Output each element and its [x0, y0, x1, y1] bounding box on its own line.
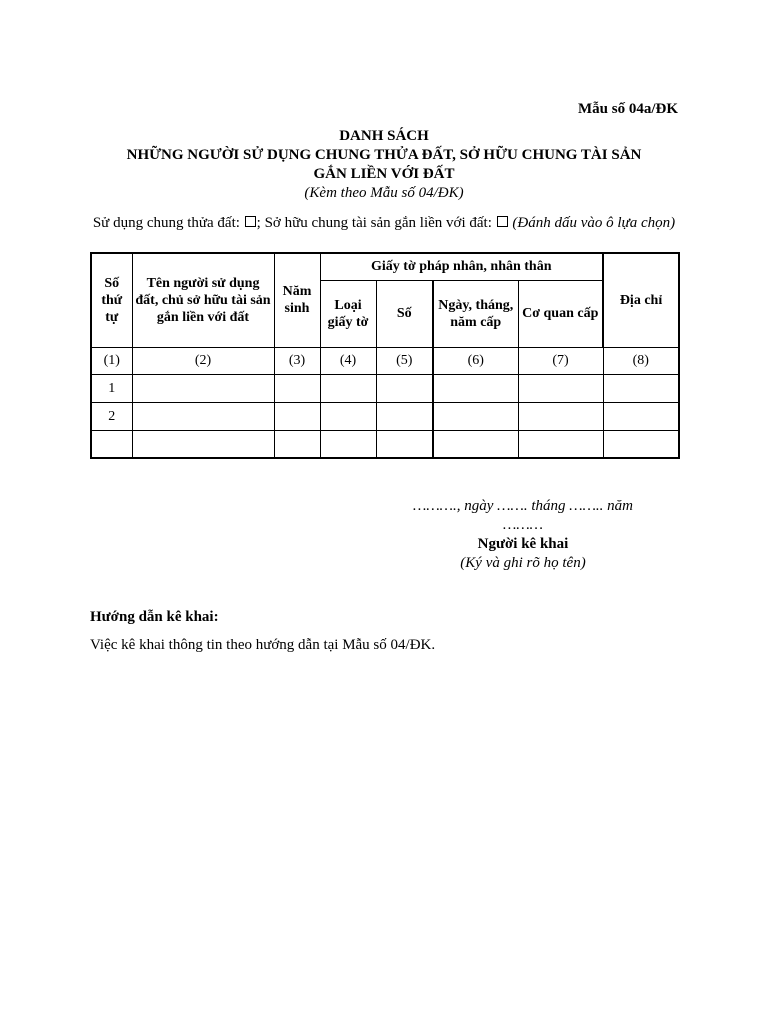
header-address: Địa chỉ — [603, 253, 679, 347]
shared-land-checkbox[interactable] — [245, 216, 256, 227]
document-title: DANH SÁCH — [339, 128, 429, 144]
date-line-year: ……… — [502, 517, 543, 533]
table-cell — [320, 402, 376, 430]
header-doc-type: Loại giấy tờ — [320, 280, 376, 347]
table-cell — [376, 430, 433, 458]
table-cell — [320, 374, 376, 402]
table-row — [91, 430, 679, 458]
header-legal-docs-group: Giấy tờ pháp nhân, nhân thân — [320, 253, 603, 280]
signer-label: Người kê khai — [477, 536, 569, 552]
table-cell — [518, 430, 603, 458]
header-doc-number: Số — [376, 280, 433, 347]
header-name: Tên người sử dụng đất, chủ sở hữu tài sản gắn liền với đất — [132, 253, 274, 347]
signature-block — [392, 497, 654, 573]
selection-note: (Đánh dấu vào ô lựa chọn) — [512, 215, 676, 231]
guide-title: Hướng dẫn kê khai: — [90, 609, 219, 625]
table-cell — [603, 402, 679, 430]
table-cell — [376, 374, 433, 402]
header-stt: Số thứ tự — [91, 253, 132, 347]
column-number: (3) — [274, 347, 320, 374]
date-line: ………., ngày ……. tháng …….. năm — [412, 498, 634, 514]
usage-selection-line — [90, 214, 678, 232]
column-number: (4) — [320, 347, 376, 374]
shared-land-label: Sử dụng chung thửa đất: — [92, 215, 240, 231]
header-issue-date: Ngày, tháng, năm cấp — [433, 280, 518, 347]
document-subtitle: (Kèm theo Mẫu số 04/ĐK) — [304, 185, 464, 201]
table-cell — [132, 374, 274, 402]
separator: ; — [256, 215, 261, 231]
table-cell: 1 — [91, 374, 132, 402]
table-cell — [433, 430, 518, 458]
table-cell — [274, 430, 320, 458]
column-number-row — [91, 347, 679, 374]
table-cell — [132, 402, 274, 430]
form-code: Mẫu số 04a/ĐK — [577, 101, 678, 117]
guide-text: Việc kê khai thông tin theo hướng dẫn tại Mẫu số 04/ĐK. — [90, 637, 436, 653]
column-number: (6) — [433, 347, 518, 374]
column-number: (2) — [132, 347, 274, 374]
table-cell — [433, 374, 518, 402]
table-cell — [518, 402, 603, 430]
table-cell — [132, 430, 274, 458]
table-row — [91, 402, 679, 430]
shared-asset-checkbox[interactable] — [497, 216, 508, 227]
column-number: (5) — [376, 347, 433, 374]
document-title-line2: NHỮNG NGƯỜI SỬ DỤNG CHUNG THỬA ĐẤT, SỞ HỮU CHUNG TÀI SẢN — [126, 147, 642, 163]
table-cell — [320, 430, 376, 458]
column-number: (7) — [518, 347, 603, 374]
header-birth-year: Năm sinh — [274, 253, 320, 347]
table-cell — [603, 374, 679, 402]
table-cell — [603, 430, 679, 458]
title-block — [90, 127, 678, 203]
co-owner-table — [90, 252, 680, 459]
table-cell — [433, 402, 518, 430]
column-number: (1) — [91, 347, 132, 374]
document-title-line3: GẮN LIỀN VỚI ĐẤT — [313, 166, 455, 182]
table-cell — [274, 402, 320, 430]
column-number: (8) — [603, 347, 679, 374]
shared-asset-label: Sở hữu chung tài sản gắn liền với đất: — [264, 215, 492, 231]
table-cell — [518, 374, 603, 402]
table-row — [91, 374, 679, 402]
header-issuer: Cơ quan cấp — [518, 280, 603, 347]
signature-note: (Ký và ghi rõ họ tên) — [460, 555, 586, 571]
table-cell — [91, 430, 132, 458]
table-cell — [376, 402, 433, 430]
table-cell — [274, 374, 320, 402]
table-cell: 2 — [91, 402, 132, 430]
